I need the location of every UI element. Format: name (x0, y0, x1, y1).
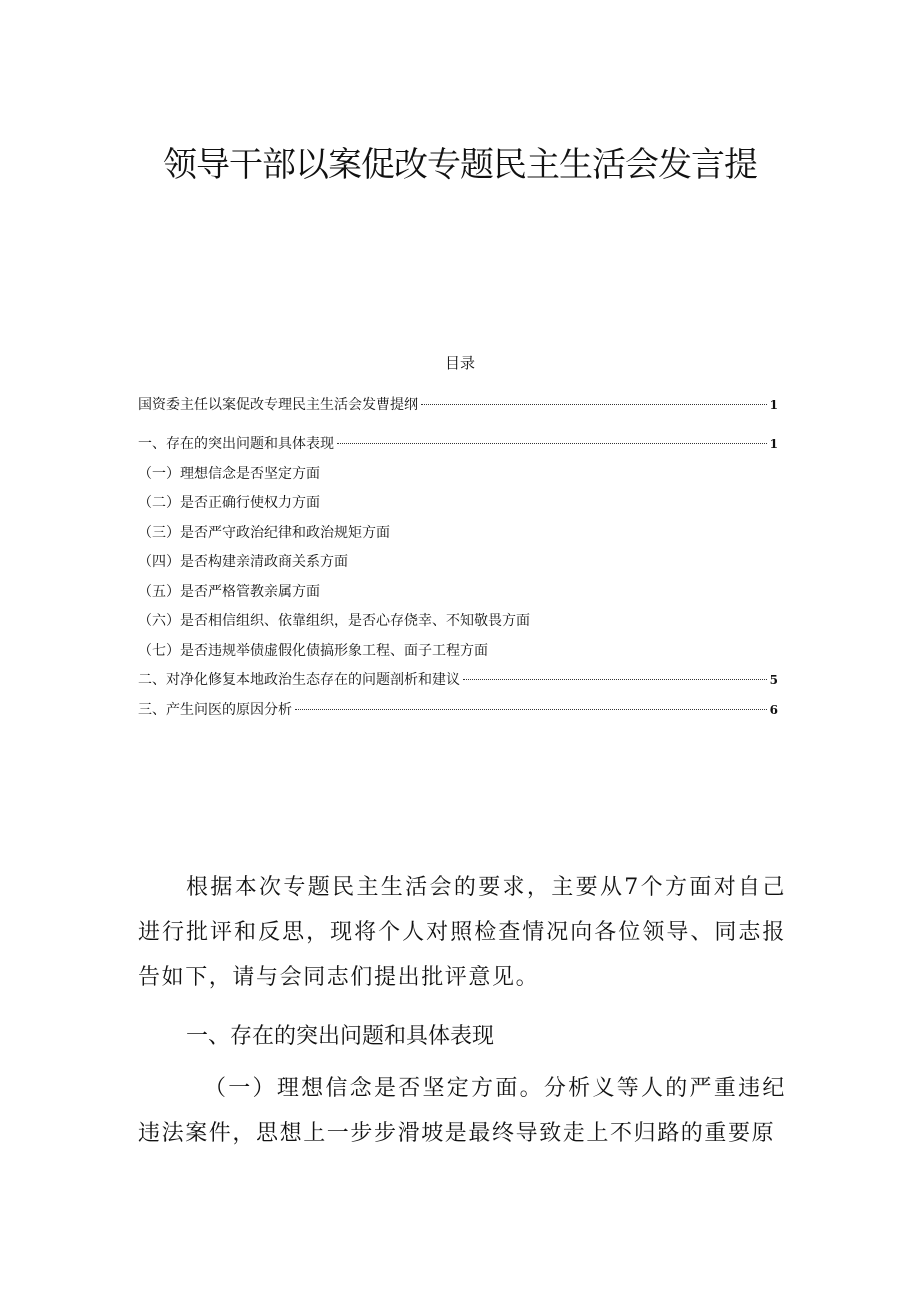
toc-entry-section-3[interactable] (138, 698, 778, 728)
toc-entry-section-2[interactable] (138, 668, 778, 698)
toc-entry-label: （四）是否构建亲清政商关系方面 (138, 554, 348, 570)
toc-entry-sub-2[interactable] (138, 491, 778, 521)
section-paragraph: （一）理想信念是否坚定方面。分析义等人的严重违纪违法案件，思想上一步步滑坡是最终导致走上不归路的重要原 (138, 1076, 786, 1146)
toc-entry-main-title[interactable] (138, 393, 778, 432)
toc-leader-dots (295, 709, 767, 710)
toc-entry-label: （六）是否相信组织、依靠组织，是否心存侥幸、不知敬畏方面 (138, 613, 530, 629)
toc-entry-label: （七）是否违规举债虚假化债搞形象工程、面子工程方面 (138, 642, 488, 659)
toc-entry-page: 1 (769, 437, 778, 451)
toc-heading: 目录 (444, 354, 475, 372)
toc-entry-label: 一、存在的突出问题和具体表现 (138, 436, 334, 452)
section-heading: 一、存在的突出问题和具体表现 (186, 1024, 495, 1049)
toc-entry-sub-6[interactable] (138, 609, 778, 639)
toc-entry-label: 国资委主任以案促改专理民主生活会发曹提纲 (138, 397, 418, 413)
toc-entry-label: 二、对净化修复本地政治生态存在的问题剖析和建议 (138, 672, 460, 688)
toc-entry-sub-5[interactable] (138, 580, 778, 610)
toc-entry-sub-7[interactable] (138, 639, 778, 669)
toc-entry-label: （一）理想信念是否坚定方面 (138, 465, 320, 482)
toc-entry-sub-1[interactable] (138, 462, 778, 492)
toc-leader-dots (337, 443, 767, 444)
toc-leader-dots (421, 404, 767, 405)
document-title: 领导干部以案促改专题民主生活会发言提 (163, 145, 757, 185)
toc-entry-page: 6 (769, 702, 778, 717)
toc-entry-sub-4[interactable] (138, 550, 778, 580)
toc-entry-page: 1 (769, 398, 778, 412)
toc-entry-label: 三、产生问医的原因分析 (138, 701, 292, 718)
toc-leader-dots (463, 679, 767, 680)
toc-entry-label: （三）是否严守政治纪律和政治规矩方面 (138, 524, 390, 541)
toc-entry-section-1[interactable] (138, 432, 778, 462)
toc-entry-sub-3[interactable] (138, 521, 778, 551)
intro-paragraph: 根据本次专题民主生活会的要求，主要从7个方面对自己进行批评和反思，现将个人对照检查情况向各位领导、同志报告如下，请与会同志们提出批评意见。 (138, 875, 786, 990)
toc-entry-page: 5 (769, 673, 778, 687)
table-of-contents (138, 393, 778, 727)
toc-entry-label: （二）是否正确行使权力方面 (138, 495, 320, 511)
toc-entry-label: （五）是否严格管教亲属方面 (138, 583, 320, 600)
